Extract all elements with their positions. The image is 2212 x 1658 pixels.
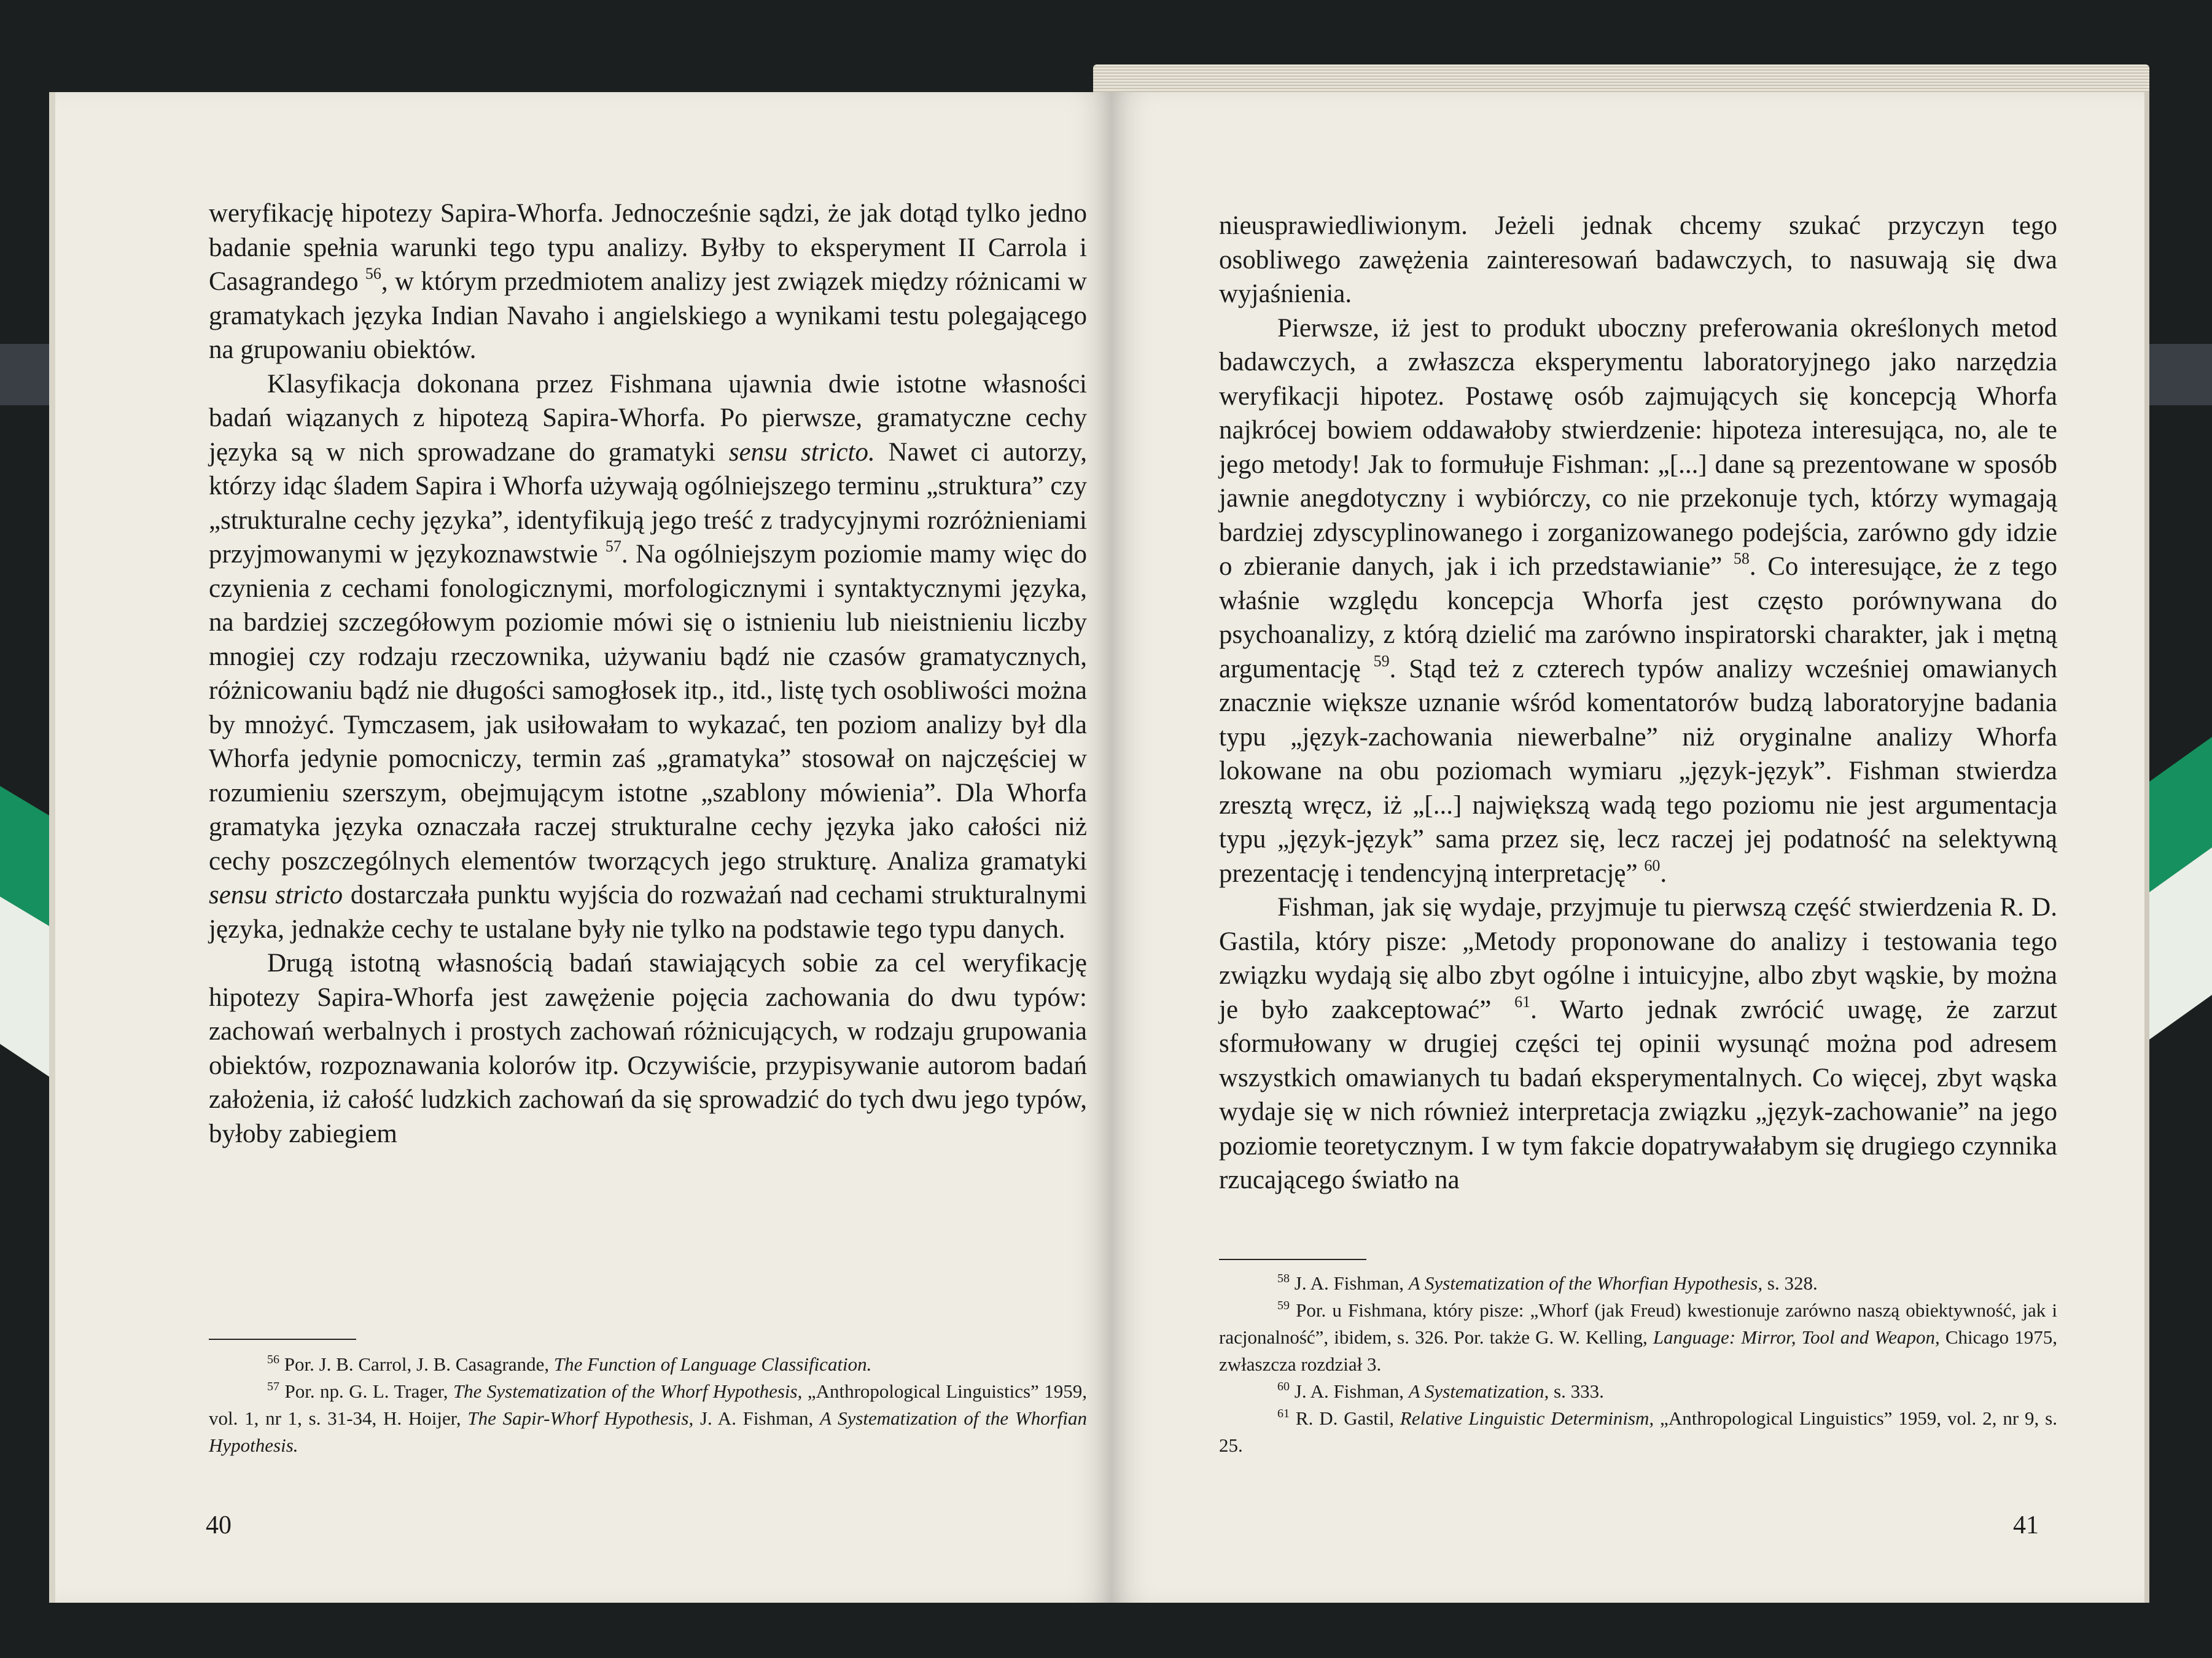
left-footnote-rule	[209, 1339, 356, 1340]
text-run: Por. np. G. L. Trager,	[279, 1380, 453, 1402]
paragraph	[1219, 311, 2057, 891]
text-run: Por. u Fishmana, który pisze: „Whorf (jak Freud) kwestionuje zarówno naszą obiektywność, jak i racjonalność”, ibidem, s. 326. Por. także G. W. Kelling,	[1219, 1299, 2057, 1348]
text-run: Drugą istotną własnością badań stawiających sobie za cel weryfikację hipotezy Sapira-Whorfa jest zawężenie pojęcia zachowania do dwu typów: zachowań werbalnych i prostych zachowań różnicujących, w rodzaju grupowania obiektów, rozpoznawania kolorów itp. Oczywiście, przypisywanie autorom badań założenia, iż całość ludzkich zachowań da się sprowadzić do tych dwu jego typów, byłoby zabiegiem	[209, 949, 1087, 1148]
paragraph	[1219, 890, 2057, 1197]
text-run: nieusprawiedliwionym. Jeżeli jednak chcemy szukać przyczyn tego osobliwego zawężenia zainteresowań badawczych, to nasuwają się dwa wyjaśnienia.	[1219, 211, 2057, 308]
paragraph	[1219, 209, 2057, 311]
italic-run: The Function of Language Classification.	[553, 1353, 872, 1375]
left-page-number: 40	[206, 1511, 232, 1539]
footnote-marker: 60	[1644, 856, 1661, 874]
text-run: Klasyfikacja dokonana przez Fishmana ujawnia dwie istotne własności badań wiązanych z hipotezą Sapira-Whorfa. Po pierwsze, gramatyczne cechy języka są w nich sprowadzane do gramatyki	[209, 369, 1087, 467]
italic-run: Relative Linguistic Determinism,	[1400, 1407, 1654, 1429]
text-run: J. A. Fishman,	[1290, 1272, 1409, 1294]
italic-run: A Systematization of the Whorfian Hypothesis,	[1408, 1272, 1763, 1294]
italic-run: A Systematization,	[1408, 1380, 1549, 1402]
text-run: Por. J. B. Carrol, J. B. Casagrande,	[279, 1353, 554, 1375]
italic-run: sensu stricto	[209, 881, 343, 909]
footnote-marker: 59	[1277, 1299, 1290, 1312]
text-run: s. 333.	[1549, 1380, 1604, 1402]
footnote-marker: 56	[365, 265, 381, 282]
footnote-marker: 57	[267, 1380, 279, 1393]
footnote-marker: 61	[1277, 1407, 1290, 1420]
paragraph	[209, 367, 1087, 947]
text-run: Nawet ci autorzy, którzy idąc śladem Sapira i Whorfa używają ogólniejszego terminu „struktura” czy „strukturalne cechy języka”, identyfikują jego treść z tradycyjnymi rozróżnieniami przyjmowanymi w językoznawstwie	[209, 437, 1087, 569]
right-page-number: 41	[2013, 1511, 2039, 1539]
footnote-marker: 57	[605, 537, 621, 555]
text-run: Chicago 1975, zwłaszcza rozdział 3.	[1219, 1326, 2057, 1375]
right-page	[1112, 92, 2149, 1603]
right-footnote-rule	[1219, 1259, 1366, 1260]
footnote-marker: 59	[1373, 652, 1390, 670]
italic-run: A Systematization of the Whorfian Hypothesis.	[209, 1407, 1088, 1456]
footnote-marker: 56	[267, 1353, 279, 1366]
footnote	[1219, 1270, 2057, 1297]
left-footnotes	[209, 1351, 1087, 1459]
paragraph	[209, 197, 1087, 367]
left-page	[49, 92, 1112, 1603]
left-body-text	[209, 197, 1087, 1151]
text-run: . Co interesujące, że z tego właśnie względu koncepcja Whorfa jest często porównywana do psychoanalizy, z którą dzielić ma zarówno inspiratorski charakter, jak i mętną argumentację	[1219, 552, 2057, 683]
text-run: Pierwsze, iż jest to produkt uboczny preferowania określonych metod badawczych, a zwłaszcza eksperymentu laboratoryjnego jako narzędzia weryfikacji hipotez. Postawę osób zajmujących się koncepcją Whorfa najkrócej bowiem oddawałoby stwierdzenie: hipoteza interesująca, no, ale te jego metody! Jak to formułuje Fishman: „[...] dane są prezentowane w sposób jawnie anegdotyczny i wybiórczy, co nie przekonuje tych, którzy wymagają bardziej zdyscyplinowanego i zorganizowanego podejścia, zarówno gdy idzie o zbieranie danych, jak i ich przedstawianie”	[1219, 313, 2057, 581]
footnote	[1219, 1378, 2057, 1405]
footnote	[1219, 1297, 2057, 1378]
text-run: s. 328.	[1762, 1272, 1818, 1294]
text-run: J. A. Fishman,	[693, 1407, 820, 1429]
footnote-marker: 58	[1277, 1272, 1290, 1285]
open-book	[49, 92, 2149, 1603]
footnote-marker: 61	[1514, 992, 1531, 1011]
text-run: . Warto jednak zwrócić uwagę, że zarzut sformułowany w drugiej części tej opinii wysunąć można pod adresem wszystkich omawianych tu badań eksperymentalnych. Co więcej, zbyt wąska wydaje się w nich również interpretacja związku „język-zachowanie” na jego poziomie teoretycznym. I w tym fakcie dopatrywałabym się drugiego czynnika rzucającego światło na	[1219, 995, 2057, 1194]
footnote-marker: 60	[1277, 1380, 1290, 1393]
text-run: . Stąd też z czterech typów analizy wcześniej omawianych znacznie większe uznanie wśród komentatorów budzą laboratoryjne badania typu „język-zachowania niewerbalne” niż oryginalne analizy Whorfa lokowane na obu poziomach wymiaru „język-język”. Fishman stwierdza zresztą wręcz, iż „[...] największą wadą tego poziomu nie jest argumentacja typu „język-język” sama przez się, lecz raczej jej podatność na selektywną prezentację i tendencyjną interpretację”	[1219, 654, 2058, 888]
paragraph	[209, 946, 1087, 1151]
text-run: Fishman, jak się wydaje, przyjmuje tu pierwszą część stwierdzenia R. D. Gastila, który pisze: „Metody proponowane do analizy i testowania tego związku wydają się albo zbyt ogólne i intuicyjne, albo zbyt wąskie, by można je było zaakceptować”	[1219, 893, 2057, 1024]
text-run: .	[1660, 858, 1667, 888]
text-run: „Anthropological Linguistics” 1959, vol. 1, nr 1, s. 31-34, H. Hoijer,	[209, 1380, 1087, 1429]
italic-run: The Sapir-Whorf Hypothesis,	[467, 1407, 694, 1429]
text-run: weryfikację hipotezy Sapira-Whorfa. Jednocześnie sądzi, że jak dotąd tylko jedno badanie spełnia warunki tego typu analizy. Byłby to eksperyment II Carrola i Casagrandego	[209, 199, 1087, 296]
right-body-text	[1219, 209, 2057, 1197]
footnote	[1219, 1405, 2057, 1459]
italic-run: sensu stricto.	[728, 437, 875, 467]
text-run: dostarczała punktu wyjścia do rozważań nad cechami strukturalnymi języka, jednakże cechy te ustalane były nie tylko na podstawie tego typu danych.	[209, 881, 1087, 944]
text-run: J. A. Fishman,	[1290, 1380, 1409, 1402]
text-run: R. D. Gastil,	[1290, 1407, 1400, 1429]
text-run: , w którym przedmiotem analizy jest związek między różnicami w gramatykach języka Indian Navaho i angielskiego a wynikami testu polegającego na grupowaniu obiektów.	[209, 267, 1087, 364]
italic-run: Language: Mirror, Tool and Weapon,	[1653, 1326, 1940, 1348]
right-footnotes	[1219, 1270, 2057, 1459]
italic-run: The Systematization of the Whorf Hypothesis,	[453, 1380, 803, 1402]
footnote	[209, 1351, 1087, 1378]
text-run: „Anthropological Linguistics” 1959, vol. 2, nr 9, s. 25.	[1219, 1407, 2057, 1456]
text-run: . Na ogólniejszym poziomie mamy więc do czynienia z cechami fonologicznymi, morfologicznymi i syntaktycznymi języka, na bardziej szczegółowym poziomie mówi się o istnieniu lub nieistnieniu liczby mnogiej czy rodzaju rzeczownika, używaniu bądź nie czasów gramatycznych, różnicowaniu bądź nie długości samogłosek itp., itd., listę tych osobliwości można by mnożyć. Tymczasem, jak usiłowałam to wykazać, ten poziom analizy był dla Whorfa jedynie pomocniczy, termin zaś „gramatyka” stosował on najczęściej w rozumieniu szerszym, obejmującym istotne „szablony mówienia”. Dla Whorfa gramatyka języka oznaczała raczej strukturalne cechy języka jako całości niż cechy poszczególnych elementów tworzących jego strukturę. Analiza gramatyki	[209, 540, 1087, 876]
footnote-marker: 58	[1733, 550, 1750, 567]
footnote	[209, 1378, 1087, 1459]
